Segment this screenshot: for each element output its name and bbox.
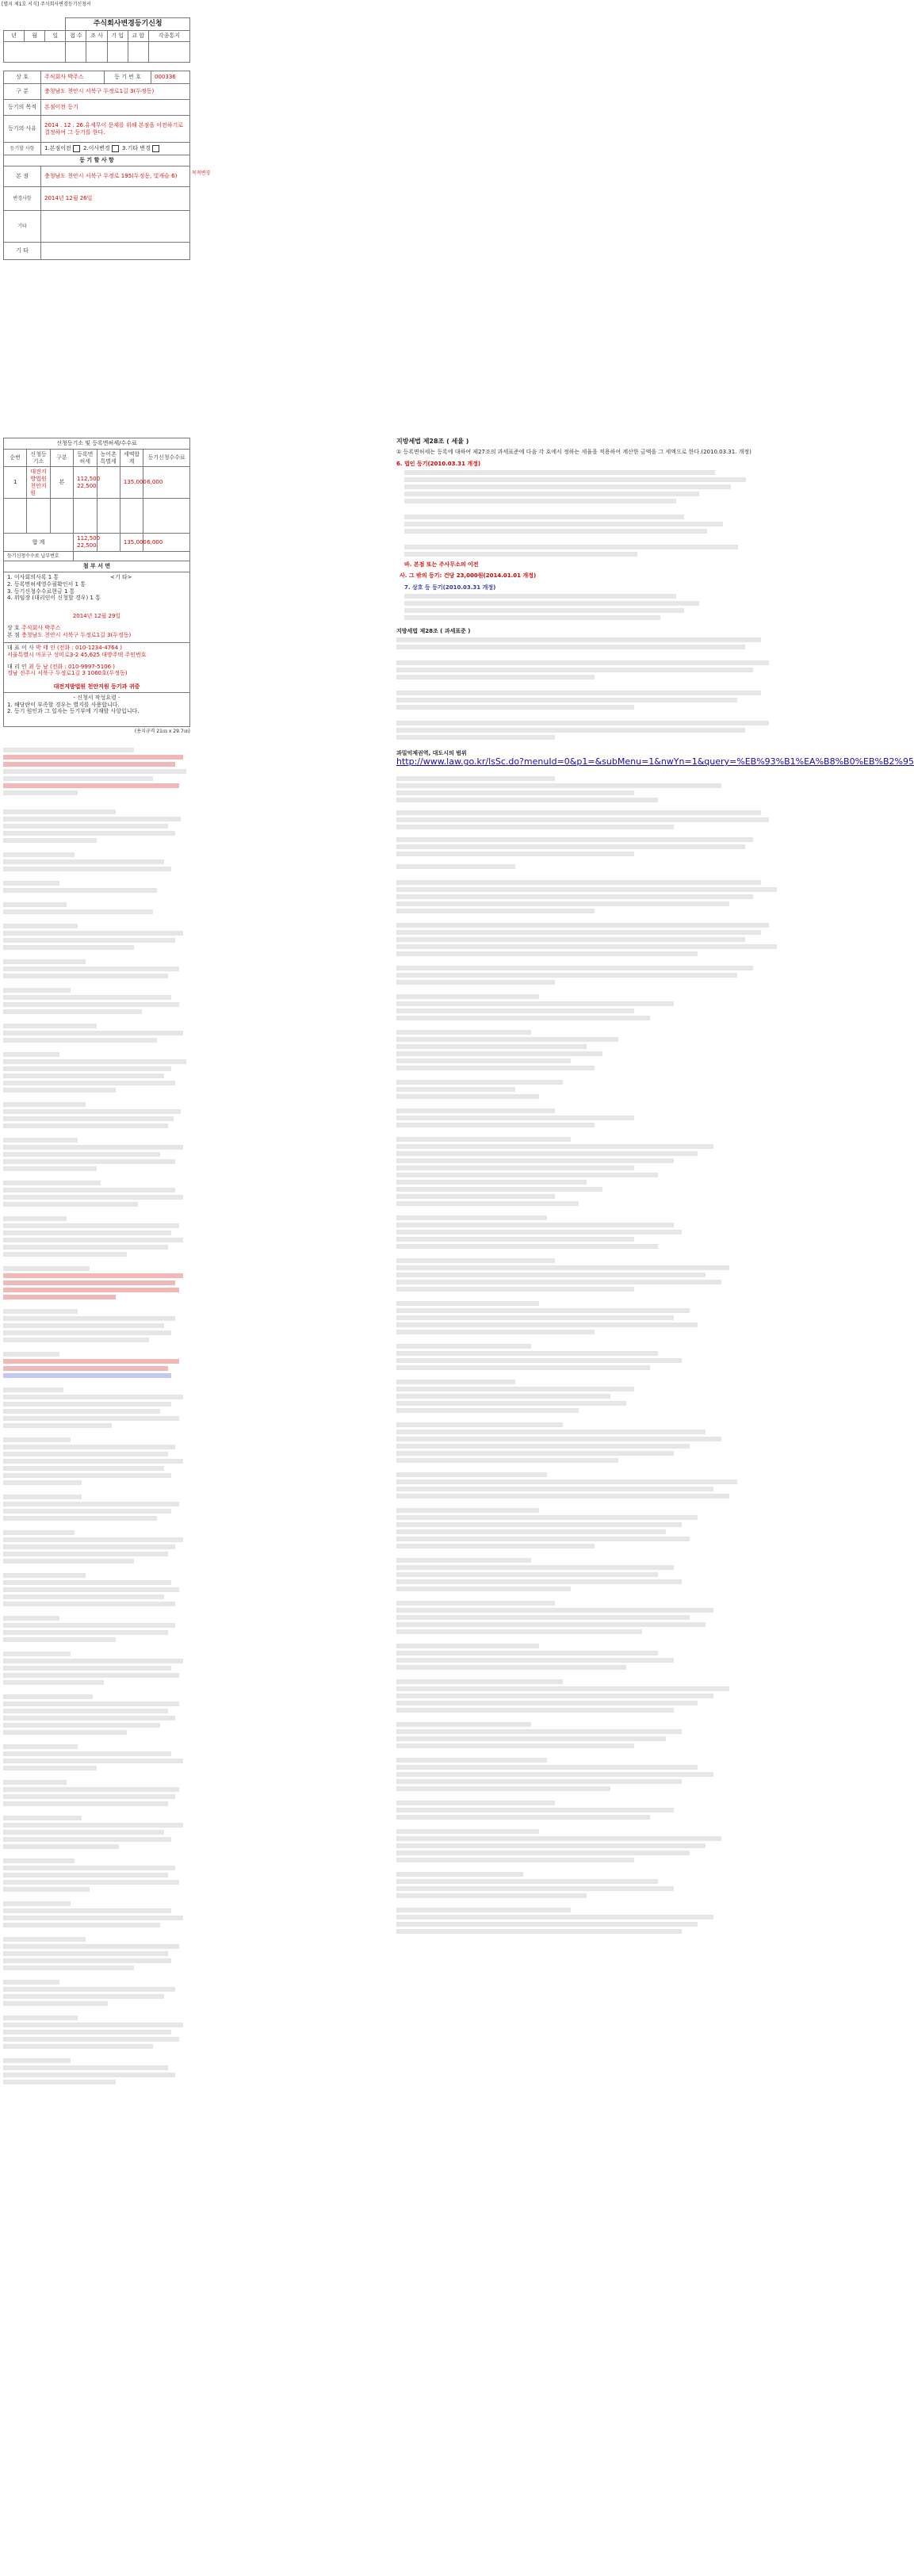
- applicant-office: 충청남도 천안시 서북구 두정로1길 3(두정동): [21, 631, 132, 638]
- row-kind: 본: [50, 467, 73, 499]
- law-link[interactable]: http://www.law.go.kr/lsSc.do?menuId=0&p1=&subMenu=1&nwYn=1&query=%EB%93%B1%EA%B8%B0%EB%B2%95: [396, 756, 914, 767]
- attach-4: 4. 위임장 (대리인이 신청할 경우) 1 통: [7, 595, 101, 602]
- agent-address: 경남 진주시 서북구 두정로1길 3 1060호(두정동): [7, 670, 128, 677]
- col-rural: 농어촌특별세: [97, 449, 120, 467]
- head-office: 충청남도 천안시 서북구 두정로1길 3(두정동): [41, 84, 190, 100]
- review-cell: 조 사: [86, 31, 107, 42]
- new-office: 충청남도 천안시 서북구 두정로 195(두정동, 빛캐슬 6): [41, 167, 190, 187]
- law-heading-area: 과밀억제권역, 대도시의 범위: [396, 749, 467, 756]
- notice-cell: 각종통지: [148, 31, 189, 42]
- attach-1: 1. 이사회의사록 1 통: [7, 574, 59, 580]
- law-item-6c: 사. 그 밖의 등기: 건당 23,000원(2014.01.01 개정): [400, 572, 537, 580]
- law-title-2: 지방세법 제28조 ( 과세표준 ): [396, 627, 471, 634]
- total-sum: 135,000: [120, 534, 143, 552]
- received-year: 년: [4, 31, 25, 42]
- col-fee: 등기신청수수료: [143, 449, 190, 467]
- paper-size: (용지규격 21㎝ x 29.7㎝): [134, 728, 190, 734]
- row-sum: 135,000: [120, 467, 143, 499]
- checkbox-office[interactable]: 1.본점이전: [44, 145, 82, 151]
- col-kind: 구분: [50, 449, 73, 467]
- left-notes: [3, 745, 190, 2087]
- rep-label: 대 표 이 사: [7, 645, 34, 651]
- agent-phone: (전화 : 010-9997-5106 ): [49, 663, 116, 670]
- law-item-6: 6. 법인 등기(2010.03.31 개정): [396, 460, 481, 467]
- total-tax: 112,500: [77, 535, 101, 542]
- receipt-cell: 접 수: [66, 31, 86, 42]
- office-label: 본 점: [4, 167, 41, 187]
- check-cell: 교 합: [128, 31, 148, 42]
- col-tax: 등록면허세: [74, 449, 97, 467]
- registration-form: [3, 17, 190, 260]
- form-title: 주식회사변경등기신청: [66, 18, 190, 31]
- col-office: 신청등기소: [27, 449, 50, 467]
- rep-name: 박 태 인: [35, 645, 55, 651]
- attach-3: 3. 등기신청수수료현금 1 통: [7, 588, 75, 595]
- law-notes: [396, 438, 914, 1936]
- applicant-office-label: 본 점: [7, 631, 20, 638]
- category-label: 구 분: [4, 84, 41, 100]
- row-edu: 22,500: [77, 482, 97, 489]
- section-header: 등 기 할 사 항: [4, 155, 190, 167]
- tax-form: [3, 438, 190, 734]
- reg-no-label: 등 기 번 호: [105, 71, 151, 84]
- reason-value: 2014 . 12 . 26.유세무이 문제를 위해 본점을 이전하기로 결정하여 그 등기를 한다.: [41, 116, 190, 143]
- reason-extra: 목적변경: [192, 170, 211, 176]
- reason-label: 등기의 사유: [4, 116, 41, 143]
- misc-label: 기 타: [4, 243, 41, 260]
- receipt-label: 등기신청수수료 납부번호: [4, 551, 74, 561]
- row-fee: 6,000: [143, 467, 190, 499]
- court-name: 대전지방법원 천안지원 등기과 귀중: [53, 683, 140, 690]
- other-label: 기타: [4, 211, 41, 243]
- company-name: 주식회사 박주스: [41, 71, 105, 84]
- notes-title: - 신청서 작성요령 -: [73, 694, 120, 701]
- attachments-header: 첨 부 서 면: [4, 561, 190, 572]
- tax-header: 신청등기소 및 등록면허세/수수료: [4, 438, 190, 450]
- note-1: 1. 해당란이 부족할 경우는 별지를 사용합니다.: [7, 701, 120, 708]
- checkbox-director[interactable]: 2.이사변경: [83, 145, 120, 151]
- total-fee: 6,000: [143, 534, 190, 552]
- note-2: 2. 등기 원인과 그 일자는 등기부에 기재할 사항입니다.: [7, 708, 140, 715]
- trade-label: 상 호: [4, 71, 41, 84]
- row-tax: 112,500: [77, 476, 101, 482]
- law-item-7: 7. 상호 등 등기(2010.03.31 개정): [404, 584, 496, 591]
- attach-other: <기 타>: [110, 574, 132, 580]
- agent-label: 대 리 인: [7, 663, 27, 670]
- total-edu: 22,500: [77, 542, 97, 549]
- purpose-label: 등기의 목적: [4, 100, 41, 116]
- col-sum: 세액합계: [120, 449, 143, 467]
- attach-2: 2. 등록면허세영수필확인서 1 통: [7, 580, 86, 588]
- received-month: 월: [25, 31, 45, 42]
- form-caption: [별지 제1호 서식] 주식회사변경등기신청서: [2, 2, 91, 7]
- purpose-value: 본점이전 등기: [41, 100, 190, 116]
- col-no: 순번: [4, 449, 27, 467]
- rep-address: 서울특별시 마포구 성미로3-2 45,625 대방주택 주민번호: [7, 651, 147, 658]
- entry-cell: 기 입: [107, 31, 128, 42]
- received-day: 일: [45, 31, 66, 42]
- applicant-trade: 주식회사 박주스: [21, 624, 61, 631]
- row-office: 대전지방법원 천안지원: [27, 467, 50, 499]
- law-para-1: ① 등록면허세는 등록에 대하여 제27조의 과세표준에 다음 각 호에서 정하는 세율을 적용하여 계산한 금액을 그 세액으로 한다.(2010.03.31. 개정): [396, 449, 751, 455]
- applicant-trade-label: 상 호: [7, 624, 20, 631]
- change-date: 2014년 12월 26일: [41, 187, 190, 211]
- checkbox-label: 등기할 사항: [4, 143, 41, 155]
- law-item-6b: 바. 본점 또는 주사무소의 이전: [404, 561, 479, 568]
- row-no: 1: [4, 467, 27, 499]
- filing-date: 2014년 12월 29일: [72, 613, 121, 619]
- reg-no: 000336: [151, 71, 190, 84]
- law-title-1: 지방세법 제28조 ( 세율 ): [396, 438, 469, 445]
- agent-name: 최 등 남: [28, 663, 48, 670]
- rep-phone: (전화 : 010-1234-4764 ): [56, 645, 123, 651]
- date-label: 변경사항: [4, 187, 41, 211]
- checkbox-other[interactable]: 3.기타 변경: [122, 145, 161, 151]
- total-label: 합 계: [4, 534, 74, 552]
